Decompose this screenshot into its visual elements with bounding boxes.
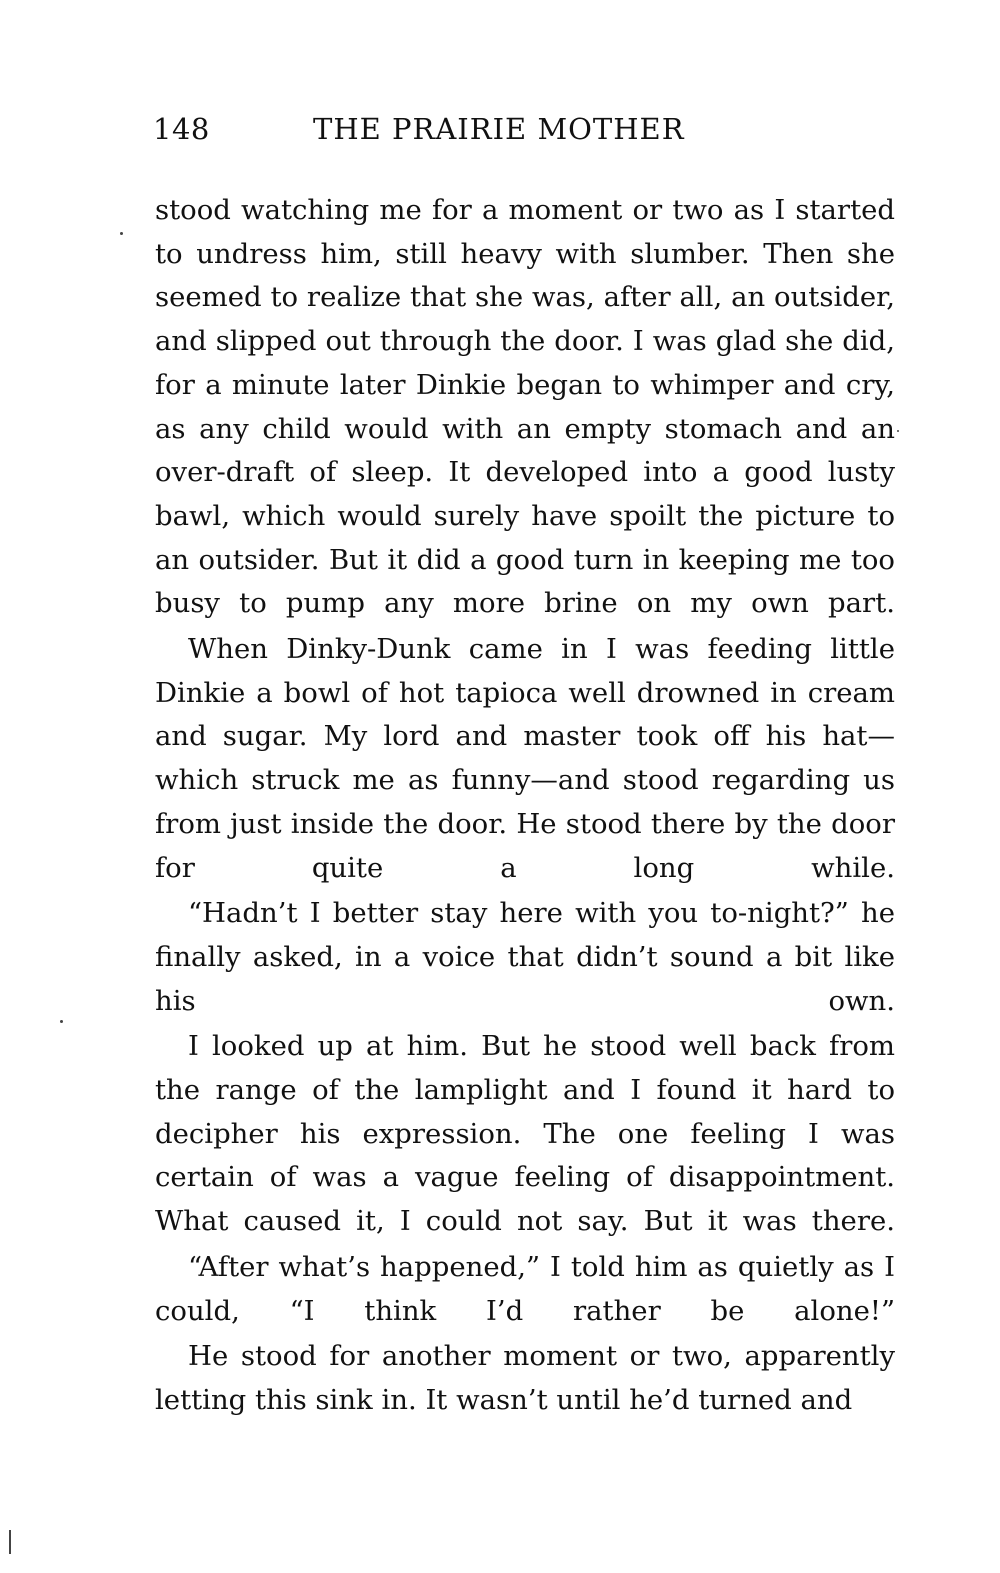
scan-speck [9, 1530, 11, 1554]
paragraph-continued: stood watching me for a moment or two as I started to undress him, still heavy with slumber. Then she seemed to realize that she was, after all, an outsider, and slipped out through the door. I was glad she did, for a minute later Dinkie began to whimper and cry, as any child would with an empty stomach and an over-draft of sleep. It developed into a good lusty bawl, which would surely have spoilt the picture to an outsider. But it did a good turn in keeping me too busy to pump any more brine on my own part. [155, 194, 895, 620]
running-head [153, 112, 893, 152]
page-number: 148 [153, 112, 210, 146]
paragraph: “After what’s happened,” I told him as quietly as I could, “I think I’d rather be alone!” [155, 1250, 895, 1327]
paragraph-continues: He stood for another moment or two, apparently letting this sink in. It wasn’t until he’d turned and [155, 1340, 895, 1416]
scan-speck [60, 1020, 63, 1023]
scan-speck [120, 232, 123, 235]
paragraph: “Hadn’t I better stay here with you to-night?” he finally asked, in a voice that didn’t sound a bit like his own. [155, 897, 895, 1017]
scan-speck [897, 430, 899, 432]
body-text [155, 189, 895, 1423]
paragraph: I looked up at him. But he stood well back from the range of the lamplight and I found it hard to decipher his expression. The one feeling I was certain of was a vague feeling of disappointment. What caused it, I could not say. But it was there. [155, 1030, 895, 1238]
book-title: THE PRAIRIE MOTHER [313, 112, 685, 146]
paragraph: When Dinky-Dunk came in I was feeding little Dinkie a bowl of hot tapioca well drowned in cream and sugar. My lord and master took off his hat—which struck me as funny—and stood regarding us from just inside the door. He stood there by the door for quite a long while. [155, 633, 895, 884]
